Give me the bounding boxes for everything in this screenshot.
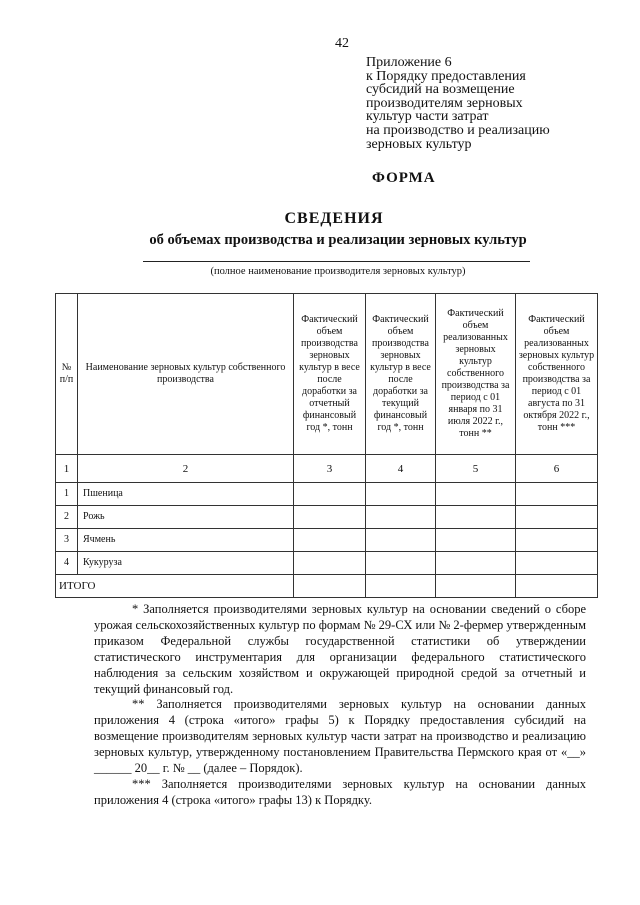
value-cell[interactable] <box>366 552 436 575</box>
column-number: 3 <box>294 455 366 483</box>
appendix-line: к Порядку предоставления <box>366 68 526 84</box>
value-cell[interactable] <box>516 506 598 529</box>
appendix-line: культур части затрат <box>366 109 489 125</box>
total-value-cell[interactable] <box>366 575 436 598</box>
column-header-sales-jan-jul: Фактический объем реализованных зерновых культур собственного производства за период с 01 января по 31 июля 2022 г., тонн ** <box>436 294 516 455</box>
crop-name: Ячмень <box>78 529 294 552</box>
production-table <box>55 293 598 598</box>
column-number: 4 <box>366 455 436 483</box>
value-cell[interactable] <box>436 529 516 552</box>
value-cell[interactable] <box>516 552 598 575</box>
document-title: СВЕДЕНИЯ <box>284 210 384 227</box>
table-row <box>56 529 598 552</box>
column-header-production-current-year: Фактический объем производства зерновых культур в весе после доработки за текущий финансовый год *, тонн <box>366 294 436 455</box>
producer-name-line[interactable] <box>143 261 530 262</box>
value-cell[interactable] <box>516 529 598 552</box>
column-number: 5 <box>436 455 516 483</box>
form-label: ФОРМА <box>372 170 436 186</box>
row-number: 4 <box>56 552 78 575</box>
row-number: 1 <box>56 483 78 506</box>
value-cell[interactable] <box>516 483 598 506</box>
value-cell[interactable] <box>294 529 366 552</box>
column-header-sales-aug-oct: Фактический объем реализованных зерновых культур собственного производства за период с 01 августа по 31 октября 2022 г., тонн *** <box>516 294 598 455</box>
table-header-row <box>56 294 598 455</box>
table-row <box>56 483 598 506</box>
crop-name: Пшеница <box>78 483 294 506</box>
column-header-crop-name: Наименование зерновых культур собственного производства <box>78 294 294 455</box>
page-number: 42 <box>335 36 349 51</box>
value-cell[interactable] <box>294 552 366 575</box>
appendix-line: субсидий на возмещение <box>366 82 515 98</box>
appendix-line: зерновых культур <box>366 136 472 152</box>
value-cell[interactable] <box>366 483 436 506</box>
appendix-line: производителям зерновых <box>366 95 523 111</box>
value-cell[interactable] <box>294 506 366 529</box>
value-cell[interactable] <box>294 483 366 506</box>
total-value-cell[interactable] <box>436 575 516 598</box>
column-header-production-reporting-year: Фактический объем производства зерновых культур в весе после доработки за отчетный финансовый год *, тонн <box>294 294 366 455</box>
column-numbers-row <box>56 455 598 483</box>
value-cell[interactable] <box>436 483 516 506</box>
appendix-line: Приложение 6 <box>366 55 452 70</box>
footnote-1: * Заполняется производителями зерновых культур на основании сведений о сборе урожая сельскохозяйственных культур по формам № 29-СХ или № 2-фермер утвержденным приказом Федеральной службы государственной статистики об утверждении статистического инструментария для организации федерального статистического наблюдения за сельским хозяйством и окружающей природной средой за отчетный и текущий финансовый год. <box>94 602 586 696</box>
producer-name-caption: (полное наименование производителя зерновых культур) <box>210 266 466 277</box>
total-label: ИТОГО <box>56 575 294 598</box>
total-value-cell[interactable] <box>294 575 366 598</box>
value-cell[interactable] <box>436 552 516 575</box>
row-number: 3 <box>56 529 78 552</box>
total-row <box>56 575 598 598</box>
table-row <box>56 506 598 529</box>
footnote-2: ** Заполняется производителями зерновых культур на основании данных приложения 4 (строка «итого» графы 5) к Порядку предоставления субсидий на возмещение производителям зерновых культур части затрат на производство и реализацию зерновых культур, утвержденному постановлением Правительства Пермского края от «__» ______ 20__ г. № __ (далее – Порядок). <box>94 697 586 776</box>
value-cell[interactable] <box>366 529 436 552</box>
column-number: 2 <box>78 455 294 483</box>
crop-name: Рожь <box>78 506 294 529</box>
document-subtitle: об объемах производства и реализации зерновых культур <box>149 232 527 248</box>
total-value-cell[interactable] <box>516 575 598 598</box>
column-header-number: № п/п <box>56 294 78 455</box>
value-cell[interactable] <box>436 506 516 529</box>
appendix-line: на производство и реализацию <box>366 122 550 138</box>
value-cell[interactable] <box>366 506 436 529</box>
appendix-reference <box>366 56 606 151</box>
row-number: 2 <box>56 506 78 529</box>
footnotes <box>94 602 586 809</box>
crop-name: Кукуруза <box>78 552 294 575</box>
column-number: 6 <box>516 455 598 483</box>
table-row <box>56 552 598 575</box>
footnote-3: *** Заполняется производителями зерновых культур на основании данных приложения 4 (строка «итого» графы 13) к Порядку. <box>94 776 586 807</box>
column-number: 1 <box>56 455 78 483</box>
